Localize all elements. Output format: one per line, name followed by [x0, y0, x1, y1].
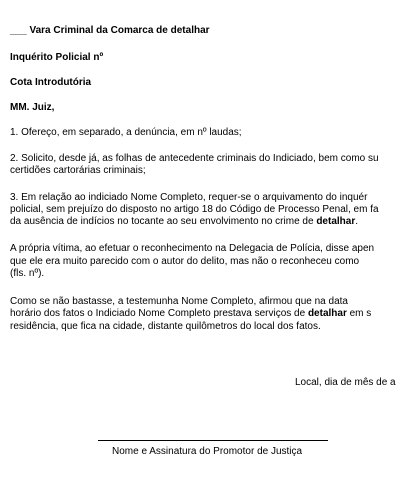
- paragraph-5-line-1: Como se não bastasse, a testemunha Nome Completo, afirmou que na data: [10, 296, 348, 307]
- paragraph-5-end: em s: [346, 308, 372, 319]
- paragraph-2-line-1: 2. Solicito, desde já, as folhas de antecedente criminais do Indiciado, bem como su: [10, 153, 379, 164]
- paragraph-3-line-2: policial, sem prejuízo do disposto no artigo 18 do Código de Processo Penal, em fa: [10, 204, 379, 215]
- paragraph-3-text: da ausência de indícios no tocante ao seu envolvimento no crime de: [10, 216, 317, 227]
- salutation: MM. Juiz,: [10, 102, 55, 113]
- paragraph-4-line-1: A própria vítima, ao efetuar o reconhecimento na Delegacia de Polícia, disse apen: [10, 243, 375, 254]
- paragraph-4-line-2: que ele era muito parecido com o autor do delito, mas não o reconheceu como: [10, 256, 360, 267]
- paragraph-3-emphasis: detalhar: [316, 216, 356, 227]
- paragraph-1: 1. Ofereço, em separado, a denúncia, em nº laudas;: [10, 127, 242, 138]
- section-title: Cota Introdutória: [10, 77, 92, 88]
- signature-line: [98, 440, 328, 441]
- paragraph-5-line-2: [10, 308, 371, 320]
- signature-label: Nome e Assinatura do Promotor de Justiça: [112, 446, 303, 457]
- paragraph-3-end: .: [355, 216, 358, 227]
- inquiry-number: Inquérito Policial nº: [10, 52, 104, 63]
- paragraph-5-line-3: residência, que fica na cidade, distante quilômetros do local dos fatos.: [10, 321, 321, 332]
- paragraph-3-line-1: 3. Em relação ao indiciado Nome Completo, requer-se o arquivamento do inquér: [10, 192, 368, 203]
- paragraph-2-line-2: certidões cartorárias criminais;: [10, 165, 146, 176]
- paragraph-4-line-3: (fls. nº).: [10, 268, 45, 279]
- paragraph-5-emphasis: detalhar: [307, 308, 347, 319]
- court-heading: ___ Vara Criminal da Comarca de detalhar: [10, 25, 210, 36]
- paragraph-5-text: horário dos fatos o Indiciado Nome Completo prestava serviços de: [10, 308, 308, 319]
- place-date: Local, dia de mês de a: [295, 377, 396, 388]
- paragraph-3-line-3: [10, 216, 358, 228]
